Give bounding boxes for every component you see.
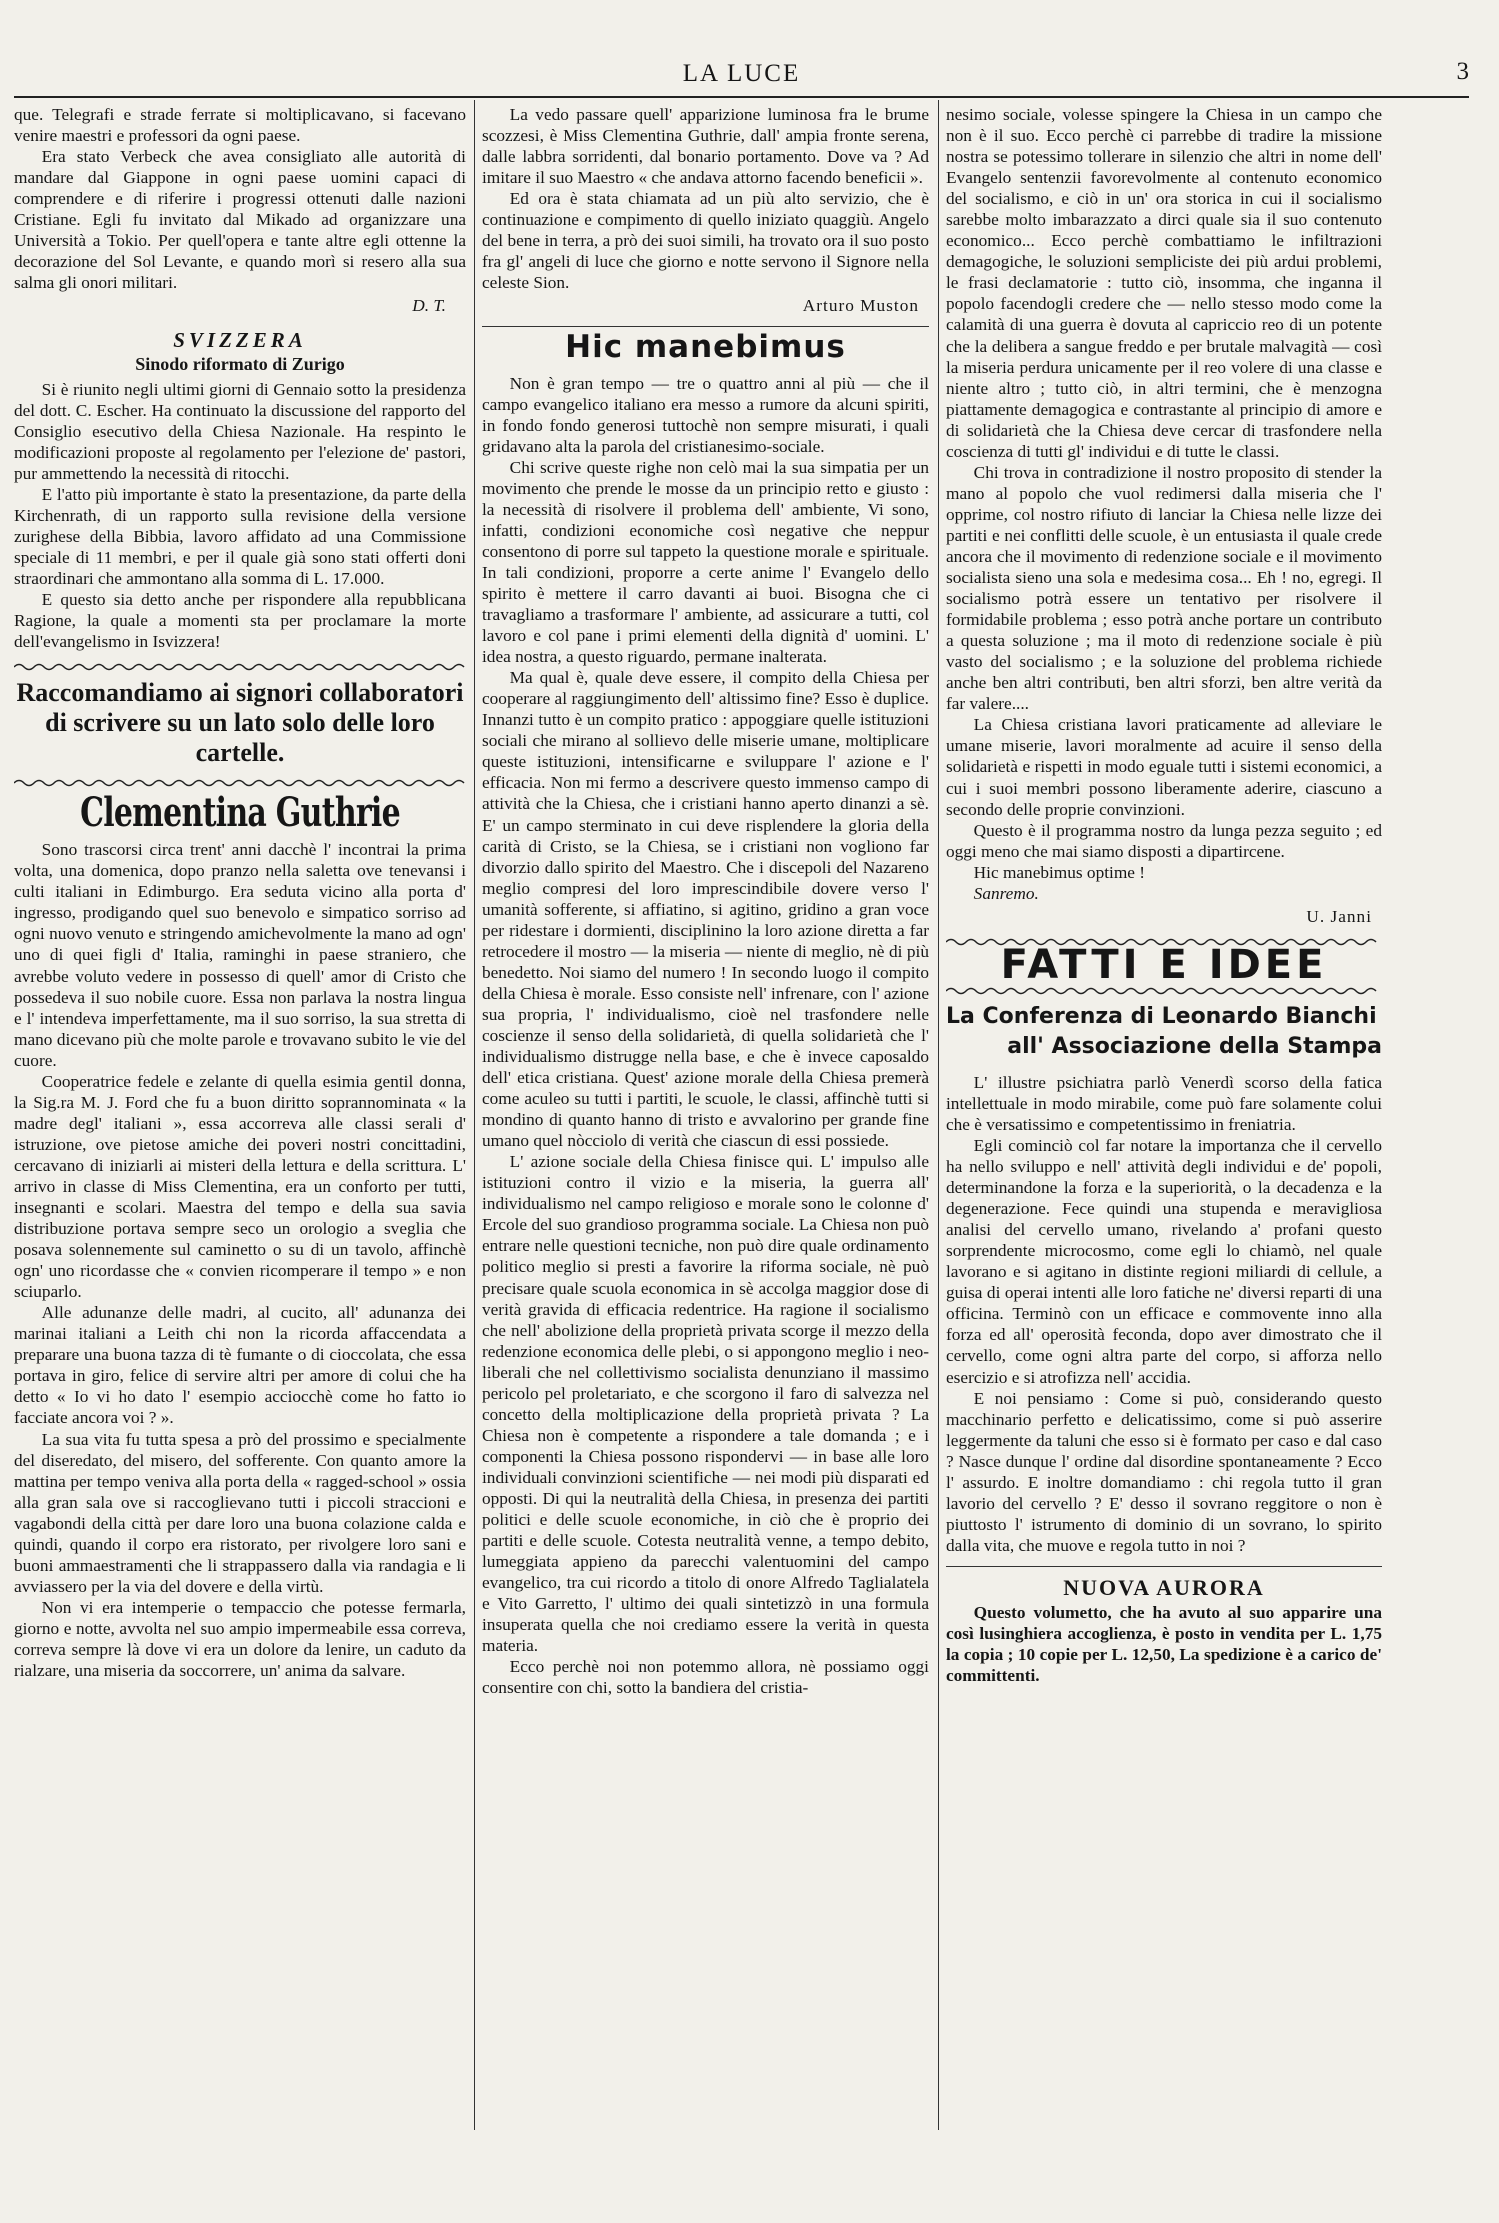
article-paragraph: Questo è il programma nostro da lunga pezza seguito ; ed oggi meno che mai siamo disposti a dipartircene. (946, 820, 1382, 861)
headline-line-2: all' Associazione della Stampa (1007, 1033, 1382, 1059)
article-paragraph: L' illustre psichiatra parlò Venerdì scorso della fatica intellettuale in modo mirabile, come può fare solamente colui che è versatissimo e competentissimo in freniatria. (946, 1072, 1382, 1134)
wavy-divider (14, 662, 466, 672)
article-subhead: Sinodo riformato di Zurigo (135, 353, 345, 374)
article-paragraph: Non è gran tempo — tre o quattro anni al più — che il campo evangelico italiano era messo a rumore da alcuni spiriti, in fondo fondo generosi tuttochè non sempre misurati, i quali gridavano alta la parola del cristianesimo-sociale. (482, 373, 929, 456)
article-paragraph: Chi trova in contradizione il nostro proposito di stender la mano al popolo che vuol redimersi dalla miseria che l' opprime, col nostro rifiuto di lanciar la Chiesa nelle lizze dei partiti e nei conflitti delle scuole, è un entusiasta il quale crede ancora che il movimento di redenzione sociale e il movimento socialista sieno una sola e medesima cosa... Eh ! no, egregi. Il socialismo potrà essere un tentativo per risolvere il formidabile problema ; esso potrà anche portare un contributo a questa soluzione ; ma il moto di redenzione sociale è più vasto del socialismo ; e la soluzione del problema richiede anche ben altri contributi, ben altri sforzi, ben altre verità da far valere.... (946, 462, 1382, 714)
article-paragraph: Si è riunito negli ultimi giorni di Gennaio sotto la presidenza del dott. C. Escher. Ha continuato la discussione del rapporto del Consiglio esecutivo della Chiesa Nazionale. Ha respinto le modificazioni proposte al regolamento per l'elezione de' pastori, pur ammettendo la necessità di ritocchi. (14, 379, 466, 483)
article-signature: D. T. (412, 296, 446, 316)
editorial-notice: Raccomandiamo ai signori collaboratori di scrivere su un lato solo delle loro cartelle. (16, 678, 464, 768)
article-paragraph: E noi pensiamo : Come si può, considerando questo macchinario perfetto e delicatissimo, come si può asserire leggermente da taluni che esso si è formato per caso e dal caso ? Nasce dunque l' ordine dal disordine spontaneamente ? Ecco l' assurdo. E inoltre domandiamo : chi regola tutto il gran lavorio del cervello ? E' desso il sovrano reggitore o non è piuttosto l' istrumento di dominio di un sovrano, lo spirito dalla vita, che muove e regola tutto in noi ? (946, 1388, 1382, 1555)
article-paragraph: Sono trascorsi circa trent' anni dacchè l' incontrai la prima volta, una domenica, dopo pranzo nella saletta ove tenevansi i culti italiani in Edimburgo. Era seduta vicino alla porta d' ingresso, prodigando quel suo benevolo e simpatico sorriso ad ogni nuovo venuto e stringendo amichevolmente la mano ad ogn' uno di quei figli d' Italia, raminghi in paese straniero, che avrebbe voluto vedere in possesso di quell' amor di Cristo che possedeva il suo nobile cuore. Essa non parlava la nostra lingua e l' intendeva imperfettamente, ma il suo sorriso, la sua stretta di mano dicevano più che molte parole e trovavano subito le vie del cuore. (14, 840, 466, 1070)
column-3 (946, 104, 1382, 1686)
page-number: 3 (1456, 58, 1469, 85)
article-paragraph: Era stato Verbeck che avea consigliato alle autorità di mandare dal Giappone in ogni paese uomini capaci di comprendere e di riferire i progressi ottenuti dalle nazioni Cristiane. Egli fu invitato dal Mikado ad organizzare una Università a Tokio. Per quell'opera e tante altre egli ottenne la decorazione del Sol Levante, e quando morì si resero alla sua salma gli onori militari. (14, 147, 466, 293)
article-paragraph: L' azione sociale della Chiesa finisce qui. L' impulso alle istituzioni contro il vizio e la miseria, la guerra all' individualismo nel campo religioso e morale sono le colonne d' Ercole del suo grandioso programma sociale. La Chiesa non può entrare nelle questioni tecniche, non può dire quale ordinamento politico meglio si presti a favorire la riforma sociale, nè può precisare quale scuola economica in sè accolga maggior dose di verità gravida di efficacia redentrice. Ha ragione il socialismo che nell' abolizione della proprietà privata scorge il mezzo della redenzione economica delle plebi, o si appongono meglio i neo-liberali che nel collettivismo socialista denunziano il massimo pericolo pel proletariato, e che scorgono il faro di salvezza nel concetto della moltiplicazione della proprietà privata ? La Chiesa non è competente a rispondere a tale domanda ; e i componenti la Chiesa possono rispondervi — in base alle loro individuali convinzioni scientifiche — nei modi più disparati ed opposti. Di qui la neutralità della Chiesa, in presenza dei partiti politici e delle scuole economiche, in ciò che è proprio dei partiti e delle scuole. Cotesta neutralità venne, a tempo debito, lumeggiata appieno da parecchi valentuomini del campo evangelico, tra cui ricordo a titolo di onore Alfredo Taglialatela e Vito Garretto, l' ultimo dei quali sintetizzò in una formula insuperata quella che noi crediamo essere la verità in questa materia. (482, 1152, 929, 1656)
article-signature: U. Janni (1306, 906, 1372, 926)
section-rule (482, 326, 929, 327)
column-rule (938, 100, 939, 2130)
article-paragraph: La vedo passare quell' apparizione luminosa fra le brume scozzesi, è Miss Clementina Guthrie, dall' ampia fronte serena, dalle labbra sorridenti, dal bonario portamento. Dove va ? Ad imitare il suo Maestro « che andava attorno facendo beneficii ». (482, 105, 929, 188)
wavy-divider (14, 778, 466, 788)
article-paragraph: que. Telegrafi e strade ferrate si moltiplicavano, si facevano venire maestri e professori da ogni paese. (14, 105, 466, 146)
dateline-place: Sanremo. (973, 883, 1039, 903)
column-1 (14, 104, 466, 1681)
article-paragraph: Ed ora è stata chiamata ad un più alto servizio, che è continuazione e compimento di quello iniziato quaggiù. Angelo del bene in terra, a prò dei suoi simili, ha trovato ora il suo posto fra gl' angeli di luce che giorno e notte servono il Signore nella celeste Sion. (482, 189, 929, 293)
article-paragraph: E l'atto più importante è stato la presentazione, da parte della Kirchenrath, di un rapporto sulla revisione della versione zurighese della Bibbia, lavoro affidato ad una Commissione speciale di 11 membri, e per il quale già sono stati offerti doni straordinari che ammontano alla somma di L. 17.000. (14, 484, 466, 588)
article-paragraph: Cooperatrice fedele e zelante di quella esimia gentil donna, la Sig.ra M. J. Ford che fu a buon diritto soprannominata « la madre degl' italiani », essa accorreva alle classi serali d' istruzione, ove pietose amiche dei poveri nostri concittadini, cercavano di iniziarli ai misteri della lettura e della scrittura. L' arrivo in classe di Miss Clementina, era un conforto per tutti, insegnanti e scolari. Maestra del tempo e della sua savia distribuzione portava sempre seco un orologio a sveglia che posava solennemente sul caminetto o su di un tavolo, affinchè ogn' uno ricordasse che « convien ricomperare il tempo » e non sciuparlo. (14, 1071, 466, 1302)
article-paragraph: La sua vita fu tutta spesa a prò del prossimo e specialmente del diseredato, del misero, del sofferente. Con quanto amore la mattina per tempo veniva alla porta della « ragged-school » ossia alla gran sala ove si raccoglievano tutti i piccoli straccioni e vagabondi della città per dare loro una buona colazione calda e quindi, quando il corpo era ristorato, per rivolgere loro sani e buoni ammaestramenti che li strappassero dalla via randagia e li avviassero per la via del dovere e della virtù. (14, 1429, 466, 1596)
section-kicker: SVIZZERA (173, 328, 307, 353)
running-head (14, 58, 1469, 98)
article-paragraph: Chi scrive queste righe non celò mai la sua simpatia per un movimento che prende le mosse da un principio retto e giusto : la necessità di risolvere il problema dell' ambiente, Vi sono, infatti, condizioni economiche così negative che neppur consentono di porre sul tappeto la questione morale e spirituale. In tali condizioni, proporre a certe anime l' Evangelo dello spirito è mettere il carro davanti ai buoi. Bisogna che ci travagliamo a trasformare l' ambiente, ad assicurare a tutti, col lavoro e col pane i primi elementi della dignità d' uomini. L' idea nostra, a questo riguardo, permane inalterata. (482, 457, 929, 667)
article-signature: Arturo Muston (802, 296, 919, 316)
article-paragraph: Egli cominciò col far notare la importanza che il cervello ha nello sviluppo e nell' attività degli individui e de' popoli, determinandone la forza e la superiorità, o la decadenza e la degenerazione. Fece quindi una stupenda e meravigliosa analisi del cervello umano, rivelando a' profani questo sorprendente microcosmo, come egli lo chiamò, nel quale lavorano e si agitano in distinte regioni miliardi di cellule, a guisa di operai intenti alle loro fatiche ne' diversi reparti di una officina. Terminò con un efficace e commovente inno alla forza ed all' operosità feconda, dopo aver dimostrato che il cervello, come ogni altra parte del corpo, si afforza nello esercizio e si atrofizza nell' accidia. (946, 1136, 1382, 1387)
article-paragraph: Non vi era intemperie o tempaccio che potesse fermarla, giorno e notte, avvolta nel suo ampio impermeabile essa correva, correva sempre là dove vi era un dolore da lenire, un caduto da rialzare, una miseria da soccorrere, un' anima da salvare. (14, 1597, 466, 1681)
notice-headline: NUOVA AURORA (1063, 1574, 1265, 1600)
masthead-title: LA LUCE (682, 60, 801, 87)
article-headline: Hic manebimus (565, 329, 846, 366)
section-headline: FATTI E IDEE (1000, 941, 1328, 988)
header-rule (14, 96, 1469, 98)
article-paragraph: La Chiesa cristiana lavori praticamente ad alleviare le umane miserie, lavori moralmente ad acuire il senso della solidarietà e rispetti in modo eguale tutti i sistemi economici, a cui i suoi membri possono liberamente aderire, ciascuno a secondo delle proprie convinzioni. (946, 715, 1382, 819)
article-headline: Clementina Guthrie (80, 789, 400, 837)
column-2 (482, 104, 929, 1698)
article-paragraph: E questo sia detto anche per rispondere alla repubblicana Ragione, la quale a momenti sta per proclamare la morte dell'evangelismo in Isvizzera! (14, 590, 466, 652)
headline-line-1: La Conferenza di Leonardo Bianchi (946, 1003, 1377, 1029)
column-rule (474, 100, 475, 2130)
article-paragraph: Ma qual è, quale deve essere, il compito della Chiesa per cooperare al raggiungimento dell' altissimo fine? Esso è duplice. Innanzi tutto è un compito pratico : appoggiare quelle istituzioni sociali che mirano al sollievo delle miserie umane, moltiplicare queste istituzioni, intensificarne e sviluppare l' azione e l' efficacia. Non mi fermo a descrivere questo immenso campo di attività che la Chiesa, che i cristiani hanno aperto dinanzi a sè. E' un campo sterminato in cui deve risplendere la gloria della carità di Cristo, se la Chiesa, se i cristiani non vogliono far divorzio dallo spirito del Maestro. Che i discepoli del Nazareno meglio compresi del loro imprescindibile dovere verso l' umanità sofferente, si affiatino, si agitino, gridino a gran voce per ridestare i dormienti, disciplinino la loro azione diretta a far retrocedere il mostro — la miseria — niente di meglio, nè di più benedetto. Noi siamo del numero ! In secondo luogo il compito della Chiesa è morale. Esso consiste nell' infrenare, con l' azione sua propria, l' individualismo, cioè nel trasfondere nelle coscienze il senso della solidarietà, di quella solidarietà che l' individualismo distrugge nella base, e che è invece caposaldo dell' etica cristiana. Quest' azione morale della Chiesa premerà come aculeo su tutti i partiti, le scuole, le classi, affinchè tutti si mondino di quanto hanno di tristo e avvalorino per grande fine umano quel nòcciolo di verità che ciascun di essi possiede. (482, 668, 929, 1151)
article-headline (946, 1002, 1382, 1062)
notice-text: Questo volumetto, che ha avuto al suo apparire una così lusinghiera accoglienza, è posto in vendita per L. 1,75 la copia ; 10 copie per L. 12,50, La spedizione è a carico de' committenti. (946, 1603, 1382, 1686)
section-rule (946, 1566, 1382, 1567)
article-paragraph: Hic manebimus optime ! (973, 862, 1146, 882)
article-paragraph: Ecco perchè noi non potemmo allora, nè possiamo oggi consentire con chi, sotto la bandiera del cristia- (482, 1657, 929, 1698)
article-paragraph: Alle adunanze delle madri, al cucito, all' adunanza dei marinai italiani a Leith chi non la ricorda affaccendata a preparare una buona tazza di tè fumante o di cioccolata, che essa portava in giro, felice di servire altri per amore di colui che ha detto « Io vi ho dato l' esempio acciocchè come ho fatto io facciate ancora voi ? ». (14, 1303, 466, 1428)
article-paragraph: nesimo sociale, volesse spingere la Chiesa in un campo che non è il suo. Ecco perchè ci parrebbe di tradire la missione nostra se potessimo tollerare in silenzio che altri in nome dell' Evangelo sentenzii favorevolmente al contenuto economico del socialismo, e ciò in un' ora storica in cui il socialismo sarebbe molto imbarazzato a dirci quale sia il suo contenuto economico... Ecco perchè combattiamo le infiltrazioni demagogiche, le soluzioni sempliciste dei più ardui problemi, le frasi declamatorie : tutto ciò, insomma, che inganna il popolo facendogli credere che — nello stesso modo come la calamità di una guerra è dovuta al capriccio reo di un potente che la delibera a sangue freddo e per brutale malvagità — così la miseria perdura unicamente per il reo volere di una classe e niente altro ; tutto ciò, in altri termini, che è menzogna piattamente demagogica e contrastante al principio di amore e di solidarietà che la Chiesa deve cercar di trasfondere nella coscienza di tutti gl' individui e di tutte le classi. (946, 105, 1382, 461)
